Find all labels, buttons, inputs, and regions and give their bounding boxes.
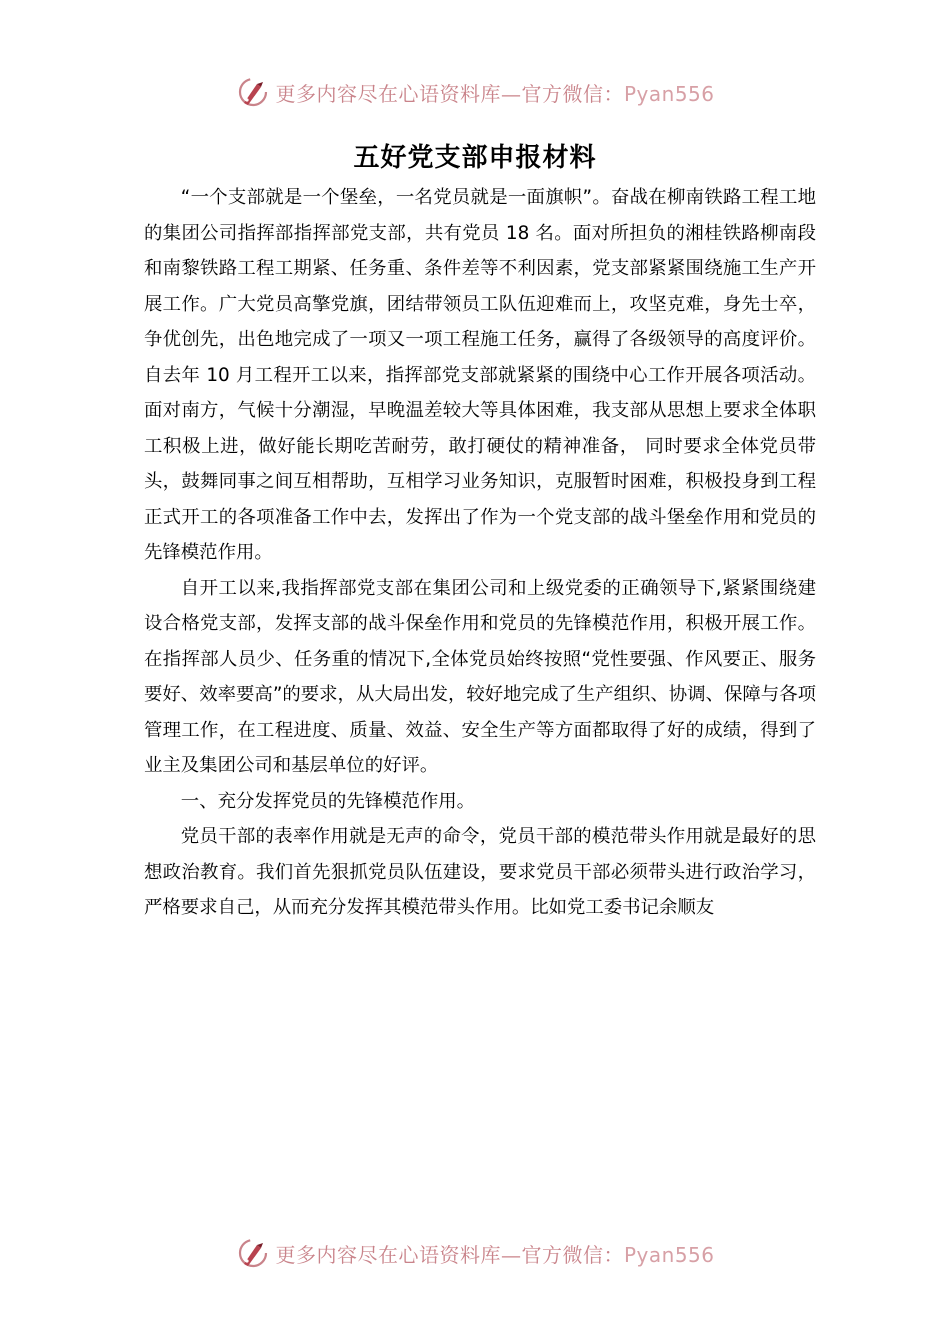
watermark-label: 更多内容尽在心语资料库—官方微信： [275,1242,624,1267]
document-title: 五好党支部申报材料 [353,143,597,173]
section-heading-1: 一、充分发挥党员的先锋模范作用。 [180,790,476,812]
paragraph-3: 党员干部的表率作用就是无声的命令，党员干部的模范带头作用就是最好的思想政治教育。我们首先狠抓党员队伍建设，要求党员干部必须带头进行政治学习，严格要求自己，从而充分发挥其模范带头作用。比如党工委书记余顺友 [144,826,816,918]
footer-watermark-banner [0,1233,950,1273]
paragraph-2: 自开工以来,我指挥部党支部在集团公司和上级党委的正确领导下,紧紧围绕建设合格党支部，发挥支部的战斗保垒作用和党员的先锋模范作用，积极开展工作。在指挥部人员少、任务重的情况下,全体党员始终按照“党性要强、作风要正、服务要好、效率要高”的要求，从大局出发，较好地完成了生产组织、协调、保障与各项管理工作，在工程进度、质量、效益、安全生产等方面都取得了好的成绩，得到了业主及集团公司和基层单位的好评。 [144,577,816,776]
paragraph-1: “一个支部就是一个堡垒，一名党员就是一面旗帜”。奋战在柳南铁路工程工地的集团公司指挥部指挥部党支部，共有党员 18 名。面对所担负的湘桂铁路柳南段和南黎铁路工程工期紧、任务重、条件差等不利因素，党支部紧紧围绕施工生产开展工作。广大党员高擎党旗，团结带领员工队伍迎难而上，攻坚克难，身先士卒，争优创先，出色地完成了一项又一项工程施工任务，赢得了各级领导的高度评价。自去年 10 月工程开工以来，指挥部党支部就紧紧的围绕中心工作开展各项活动。面对南方，气候十分潮湿，早晚温差较大等具体困难，我支部从思想上要求全体职工积极上进，做好能长期吃苦耐劳，敢打硬仗的精神准备， 同时要求全体党员带头，鼓舞同事之间互相帮助，互相学习业务知识，克服暂时困难，积极投身到工程正式开工的各项准备工作中去，发挥出了作为一个党支部的战斗堡垒作用和党员的先锋模范作用。 [144,187,816,563]
watermark-text [275,1239,714,1268]
watermark-label: 更多内容尽在心语资料库—官方微信： [275,81,624,106]
header-watermark-banner [0,72,950,112]
wechat-id: Pyan556 [623,81,715,106]
document-body [144,180,816,926]
pen-logo-icon [235,74,271,110]
wechat-id: Pyan556 [623,1242,715,1267]
pen-logo-icon [235,1235,271,1271]
watermark-text [275,78,714,107]
